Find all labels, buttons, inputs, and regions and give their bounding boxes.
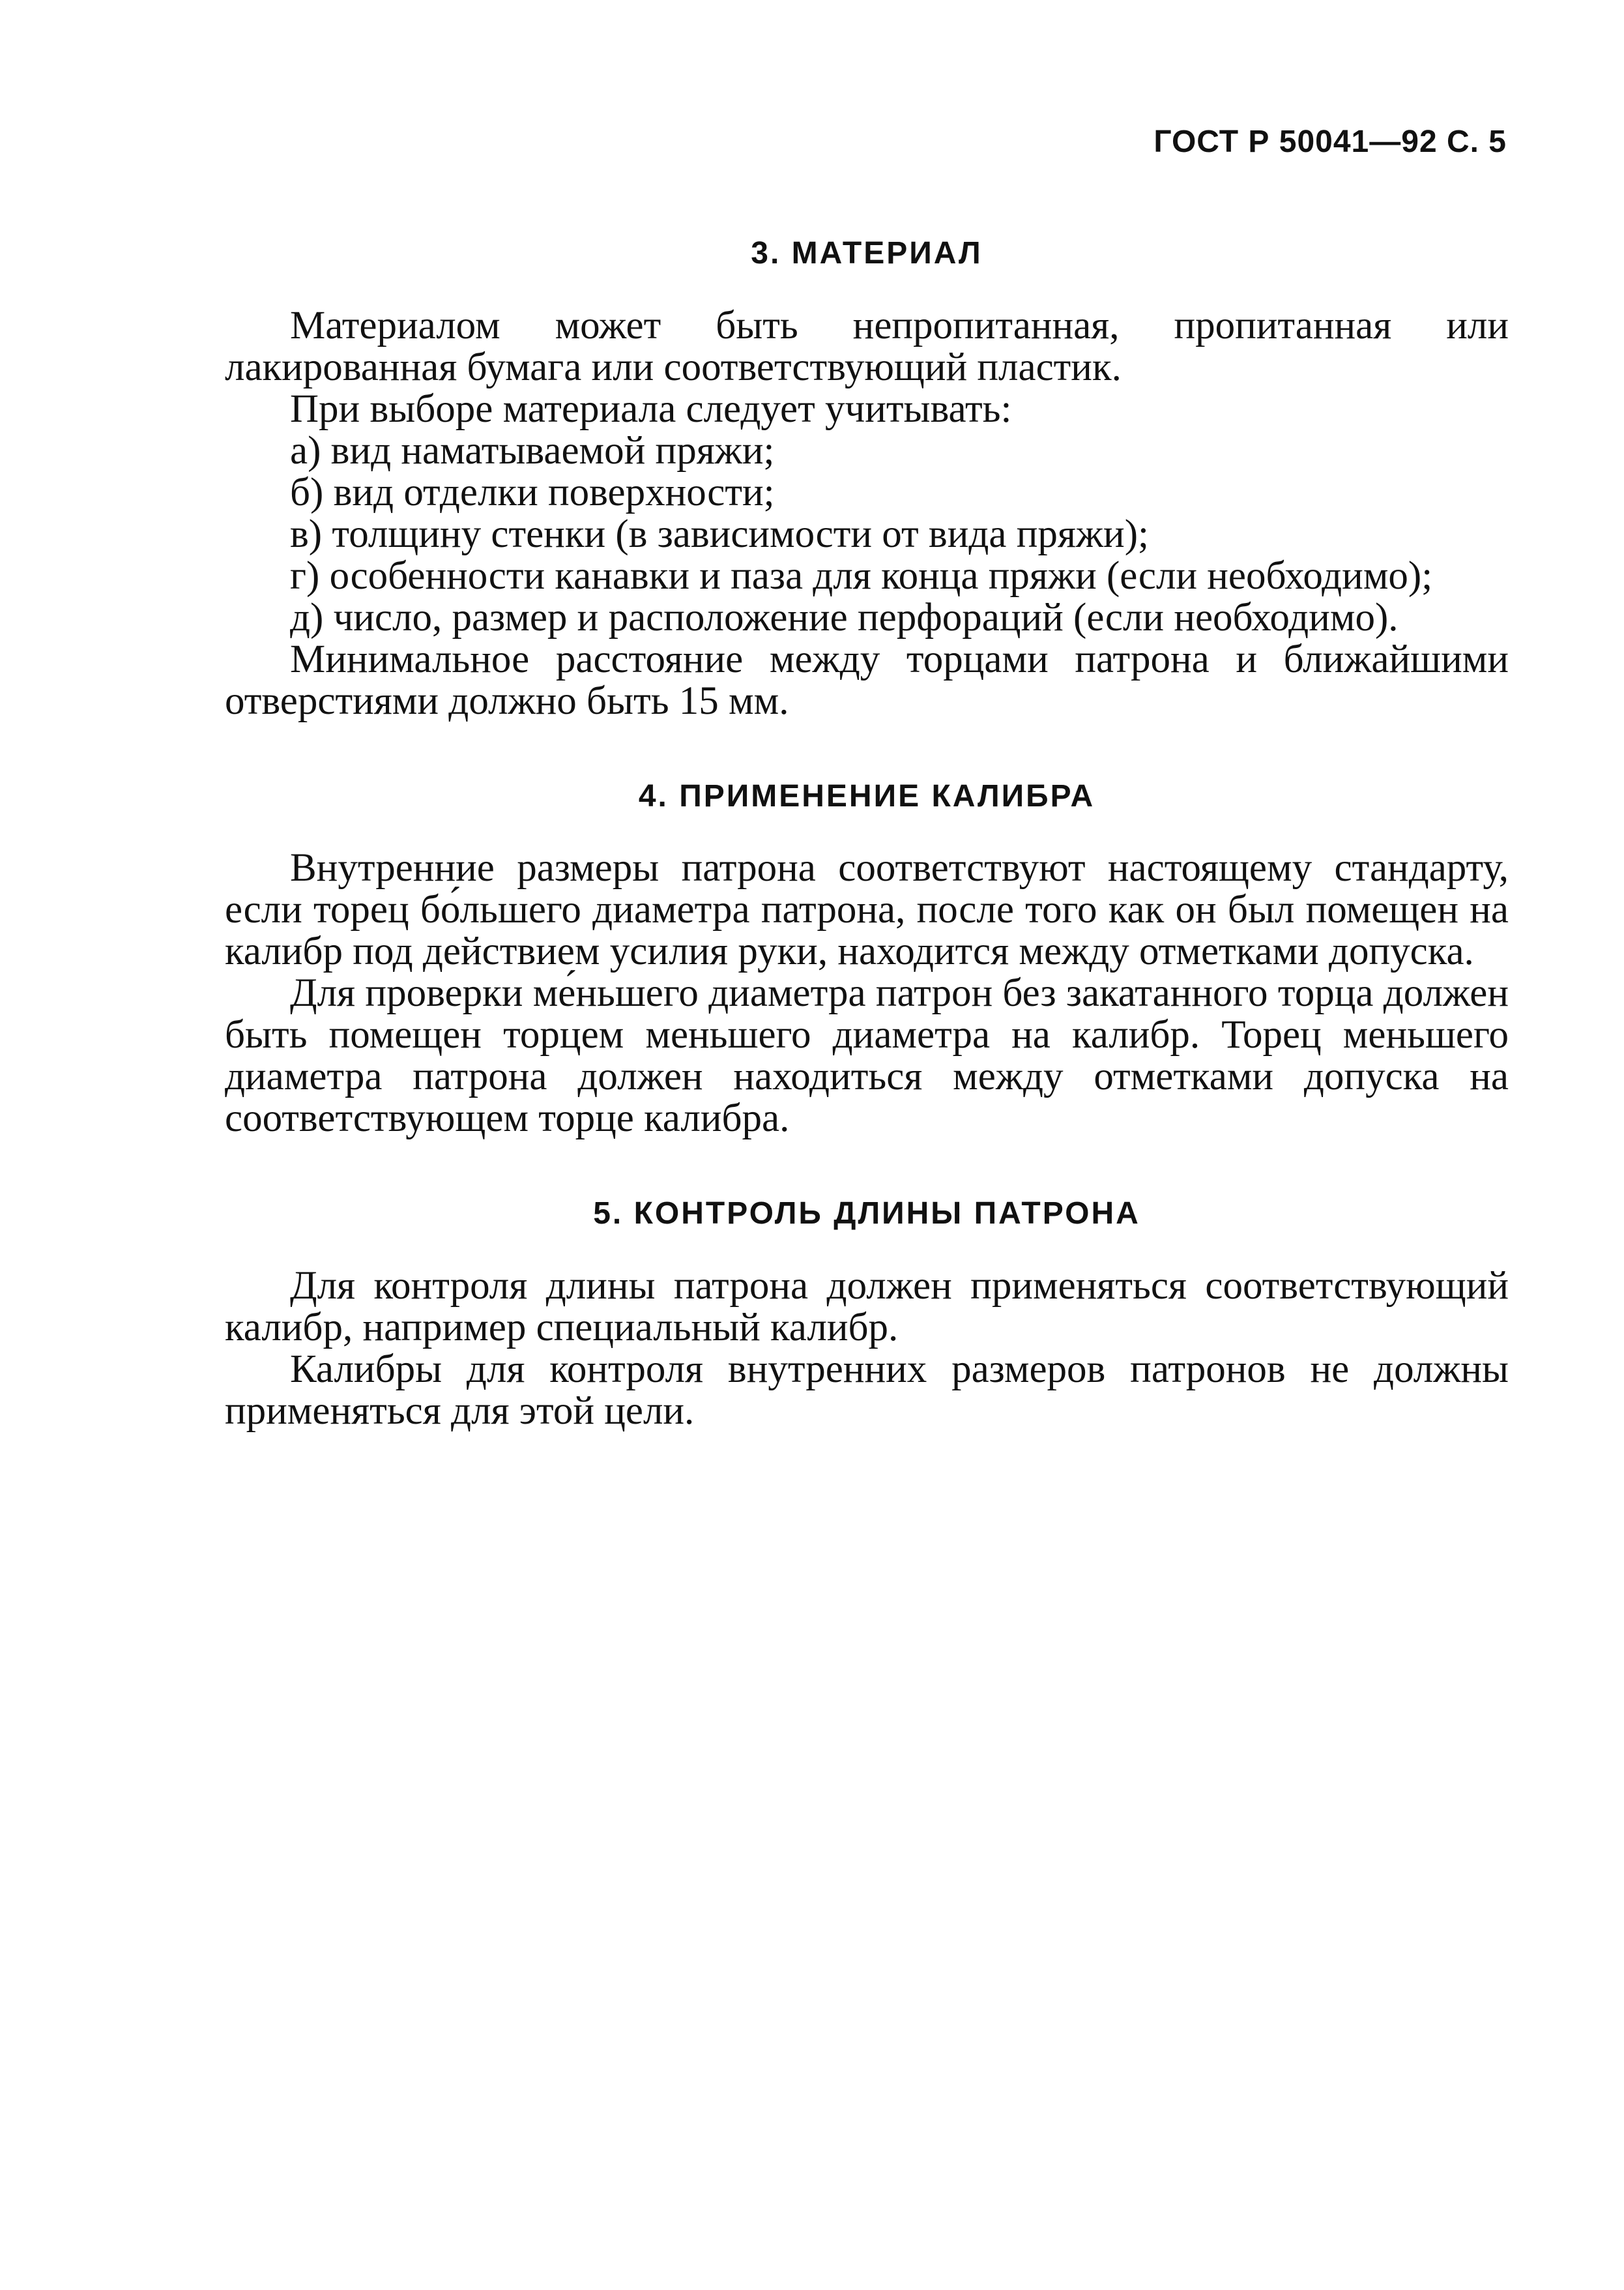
list-item: б) вид отделки поверхности; [290, 470, 775, 514]
section-heading: 5. КОНТРОЛЬ ДЛИНЫ ПАТРОНА [593, 1196, 1140, 1231]
section-length-control [225, 1195, 1509, 1432]
document-body [225, 235, 1509, 1488]
list-item: в) толщину стенки (в зависимости от вида пряжи); [290, 512, 1149, 556]
list-item: д) число, размер и расположение перфораций (если необходимо). [290, 595, 1399, 639]
section-gauge-application [225, 778, 1509, 1140]
list-item: а) вид наматываемой пряжи; [290, 428, 775, 473]
list-item: г) особенности канавки и паза для конца пряжи (если необходимо); [290, 553, 1433, 598]
paragraph: Калибры для контроля внутренних размеров патронов не должны применяться для этой цели. [225, 1347, 1509, 1433]
section-heading: 4. ПРИМЕНЕНИЕ КАЛИБРА [638, 778, 1095, 814]
paragraph: Минимальное расстояние между торцами патрона и ближайшими отверстиями должно быть 15 мм. [225, 637, 1509, 723]
section-material [225, 235, 1509, 722]
paragraph: Для контроля длины патрона должен применяться соответствующий калибр, например специальный калибр. [225, 1263, 1509, 1349]
section-heading: 3. МАТЕРИАЛ [751, 236, 983, 271]
paragraph: Внутренние размеры патрона соответствуют настоящему стандарту, если торец бо́льшего диаметра патрона, после того как он был помещен на калибр под действием усилия руки, находится между отметками допуска. [225, 846, 1509, 974]
paragraph: Для проверки ме́ньшего диаметра патрон без закатанного торца должен быть помещен торцем меньшего диаметра на калибр. Торец меньшего диаметра патрона должен находиться между отметками допуска на соответствующем торце калибра. [225, 971, 1509, 1141]
page-header: ГОСТ Р 50041—92 С. 5 [1153, 125, 1507, 159]
paragraph: При выборе материала следует учитывать: [290, 387, 1012, 431]
paragraph: Материалом может быть непропитанная, пропитанная или лакированная бумага или соответствующий пластик. [225, 303, 1509, 389]
